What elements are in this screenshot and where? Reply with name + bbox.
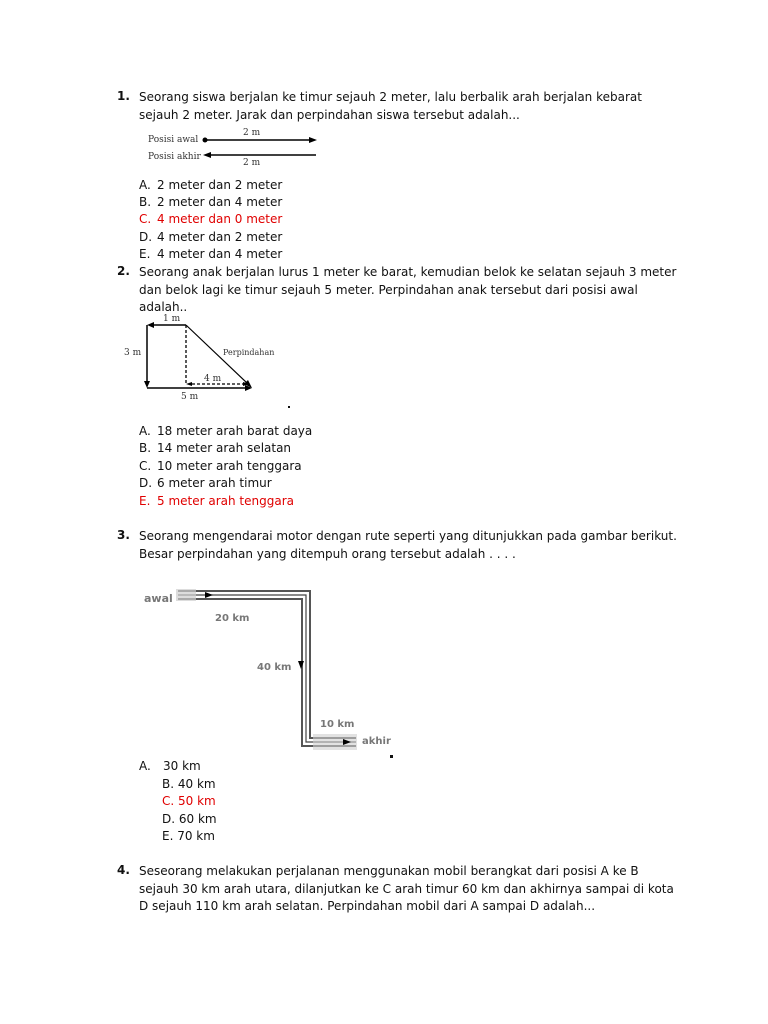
- question-text: Seseorang melakukan perjalanan menggunakan mobil berangkat dari posisi A ke B sejauh 30 km arah utara, dilanjutkan ke C arah timur 60 km dan akhirnya sampai di kota D sejauh 110 km arah selatan. Perpindahan mobil dari A sampai D adalah...: [139, 864, 674, 913]
- option-c-correct[interactable]: [139, 211, 282, 228]
- option-text: D. 60 km: [162, 812, 217, 826]
- option-text: 4 meter dan 4 meter: [157, 247, 283, 261]
- option-letter: A.: [139, 178, 151, 192]
- q2-bottom-label: 5 m: [181, 392, 199, 402]
- q1-start-label: Posisi awal: [148, 135, 199, 145]
- question-number: 2.: [117, 264, 130, 278]
- question-text: Seorang siswa berjalan ke timur sejauh 2 meter, lalu berbalik arah berjalan kebarat sejauh 2 meter. Jarak dan perpindahan siswa tersebut adalah...: [139, 90, 642, 122]
- option-text: E. 70 km: [162, 829, 215, 843]
- option-letter: C.: [139, 459, 152, 473]
- option-text: 10 meter arah tenggara: [157, 459, 302, 473]
- q2-inner-label: 4 m: [204, 374, 222, 384]
- option-text: 18 meter arah barat daya: [157, 424, 313, 438]
- option-a[interactable]: [139, 177, 282, 194]
- q3-start-shade: [176, 589, 196, 601]
- q3-start-label: awal: [144, 592, 173, 605]
- option-text: 14 meter arah selatan: [157, 441, 292, 455]
- q3-figure: [140, 585, 396, 757]
- question-number: 1.: [117, 89, 130, 103]
- q2-figure: [122, 310, 284, 402]
- q2-diagonal-label: Perpindahan: [223, 348, 275, 357]
- option-text: 6 meter arah timur: [157, 476, 272, 490]
- option-e[interactable]: [139, 246, 282, 263]
- option-d[interactable]: [139, 475, 272, 492]
- q1-end-label: Posisi akhir: [148, 152, 201, 162]
- option-text: 4 meter dan 2 meter: [157, 230, 283, 244]
- option-text: 2 meter dan 2 meter: [157, 178, 283, 192]
- question-text: Seorang mengendarai motor dengan rute seperti yang ditunjukkan pada gambar berikut. Besar perpindahan yang ditempuh orang tersebut adalah . . . .: [139, 529, 677, 561]
- option-letter: C.: [139, 212, 152, 226]
- option-text: 2 meter dan 4 meter: [157, 195, 283, 209]
- option-b[interactable]: [139, 194, 282, 211]
- q2-west-arrowhead: [147, 322, 154, 328]
- q3-seg2-label: 40 km: [257, 662, 292, 673]
- q2-4m-left-arrowhead: [186, 382, 192, 386]
- option-letter: E.: [139, 247, 151, 261]
- option-a[interactable]: [139, 423, 312, 440]
- option-letter: A.: [139, 424, 151, 438]
- option-letter: B.: [139, 441, 152, 455]
- q3-end-label: akhir: [362, 736, 391, 747]
- option-e[interactable]: [162, 828, 215, 845]
- option-b[interactable]: [139, 440, 291, 457]
- option-letter: A.: [139, 759, 151, 773]
- option-text: 30 km: [163, 759, 201, 773]
- stray-dot: [390, 755, 393, 758]
- option-e-correct[interactable]: [139, 493, 294, 510]
- option-c[interactable]: [139, 458, 302, 475]
- option-c-correct[interactable]: [162, 793, 216, 810]
- question-number: 3.: [117, 528, 130, 542]
- q1-bottom-distance: 2 m: [243, 158, 261, 166]
- option-letter: D.: [139, 230, 153, 244]
- option-text: 4 meter dan 0 meter: [157, 212, 283, 226]
- option-d[interactable]: [139, 229, 282, 246]
- q2-south-arrowhead: [144, 381, 150, 388]
- q2-top-label: 1 m: [163, 314, 181, 324]
- option-letter: D.: [139, 476, 153, 490]
- q1-east-arrowhead: [309, 137, 317, 143]
- q2-left-label: 3 m: [124, 348, 142, 358]
- option-letter: E.: [139, 494, 151, 508]
- option-text: C. 50 km: [162, 794, 216, 808]
- question-number: 4.: [117, 863, 130, 877]
- option-b[interactable]: [162, 776, 216, 793]
- q1-west-arrowhead: [203, 152, 211, 158]
- q3-seg1-label: 20 km: [215, 613, 250, 624]
- option-text: 5 meter arah tenggara: [157, 494, 294, 508]
- q1-figure: [146, 126, 322, 166]
- q1-top-distance: 2 m: [243, 128, 261, 138]
- stray-dot: [288, 406, 290, 408]
- option-letter: B.: [139, 195, 152, 209]
- option-a[interactable]: [139, 758, 201, 775]
- q3-seg3-label: 10 km: [320, 719, 355, 730]
- option-text: B. 40 km: [162, 777, 216, 791]
- option-d[interactable]: [162, 811, 217, 828]
- question-text: Seorang anak berjalan lurus 1 meter ke barat, kemudian belok ke selatan sejauh 3 meter dan belok lagi ke timur sejauh 5 meter. Perpindahan anak tersebut dari posisi awal adalah..: [139, 265, 677, 314]
